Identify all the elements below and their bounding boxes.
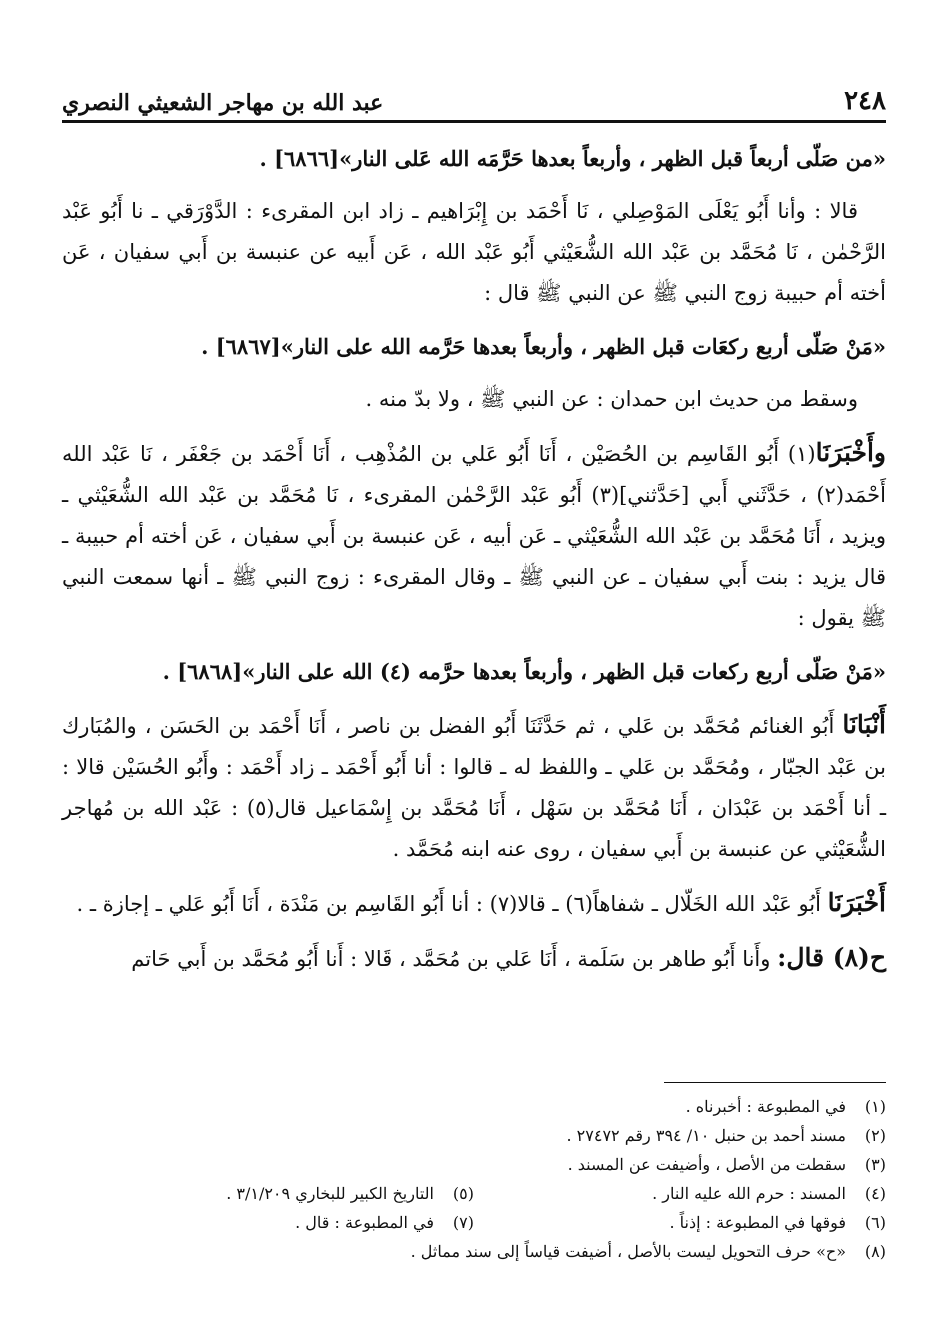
footnote: [62, 1121, 886, 1150]
isnad-paragraph: [62, 882, 886, 925]
footnote-text: مسند أحمد بن حنبل ١٠/ ٣٩٤ رقم ٢٧٤٧٢ .: [566, 1126, 846, 1145]
footnote-number: (٢): [864, 1126, 886, 1145]
hadith-text: [62, 326, 886, 367]
footnote-text: سقطت من الأصل ، وأضيفت عن المسند .: [567, 1155, 846, 1174]
footnote: [62, 1150, 886, 1179]
paragraph-text: وسقط من حديث ابن حمدان : عن النبي ﷺ ، ولا بدّ منه .: [365, 387, 858, 411]
footnote-text: في المطبوعة : قال .: [295, 1213, 434, 1232]
footnotes: [62, 1092, 886, 1266]
paragraph-lead: وأَخْبَرَنَا: [815, 438, 886, 467]
isnad-paragraph: [62, 191, 886, 314]
paragraph-text: «من صَلّى أربعاً قبل الظهر ، وأربعاً بعدها حَرَّمَه الله عَلى النار»[٦٨٦٦] .: [259, 146, 886, 171]
footnote: [62, 1092, 886, 1121]
footnote-number: (٨): [864, 1242, 886, 1261]
footnote-text: المسند : حرم الله عليه النار .: [652, 1184, 846, 1203]
paragraph-lead: أَخْبَرَنَا: [827, 888, 886, 917]
footnote-number: (٥): [452, 1184, 474, 1203]
page-header: [62, 72, 886, 123]
footnote: [62, 1208, 474, 1237]
footnote-number: (٤): [864, 1184, 886, 1203]
paragraph-text: وأَنا أَبُو طاهر بن سَلَمة ، أَنَا عَلي بن مُحَمَّد ، قَالا : أَنا أَبُو مُحَمَّد بن أَبي حَاتم: [131, 947, 778, 971]
footnote-divider: [664, 1082, 886, 1083]
footnote-text: في المطبوعة : أخبرناه .: [685, 1097, 846, 1116]
footnote-number: (٧): [452, 1213, 474, 1232]
running-title: عبد الله بن مهاجر الشعيثي النصري: [62, 90, 384, 116]
footnote: [62, 1237, 886, 1266]
footnote: [474, 1179, 886, 1208]
paragraph-text: (١) أَبُو القَاسِم بن الحُصَيْن ، أَنَا أَبُو عَلي بن المُذْهِب ، أَنَا أَحْمَد بن جَعْفَر ، نَا عَبْد الله أَحْمَد(٢) ، حَدَّثَني أَبي [حَدَّثني](٣) أَبُو عَبْد الرَّحْمٰن المقرىء ، نَا مُحَمَّد بن عَبْد الله الشُّعَيْثي ـ ويزيد ، أَنَا مُحَمَّد بن عَبْد الله الشُّعَيْثي ـ عَن أبيه ، عَن عنبسة بن أَبي سفيان ، عَن أخته أم حبيبة ـ قال يزيد : بنت أَبي سفيان ـ عن النبي ﷺ ـ وقال المقرىء : زوج النبي ﷺ ـ أنها سمعت النبي ﷺ يقول :: [62, 442, 886, 630]
page-number: ٢٤٨: [844, 86, 886, 116]
isnad-paragraph: [62, 432, 886, 639]
isnad-paragraph: [62, 937, 886, 980]
paragraph-text: أَبُو الغنائم مُحَمَّد بن عَلي ، ثم حَدَّثَنَا أَبُو الفضل بن ناصر ، أَنَا أَحْمَد بن الحَسَن ، والمُبَارك بن عَبْد الجبّار ، ومُحَمَّد بن عَلي ـ واللفظ له ـ قالوا : أنا أَبُو أَحْمَد ـ زاد أَحْمَد : وأَبُو الحُسَيْن قالا : ـ أنا أَحْمَد بن عَبْدَان ، أَنَا مُحَمَّد بن سَهْل ، أَنَا مُحَمَّد بن إِسْمَاعيل قال(٥) : عَبْد الله بن مُهاجر الشُّعَيْثي عن عنبسة بن أَبي سفيان ، روى عنه ابنه مُحَمَّد .: [62, 714, 886, 861]
paragraph-text: «مَنْ صَلّى أربع ركعَات قبل الظهر ، وأربعاً بعدها حَرَّمه الله على النار»[٦٨٦٧] .: [201, 334, 886, 359]
main-text: [62, 138, 886, 992]
paragraph-lead: أَنْبَانَا: [842, 710, 886, 739]
footnote-number: (١): [864, 1097, 886, 1116]
hadith-text: [62, 651, 886, 692]
footnote-number: (٣): [864, 1155, 886, 1174]
note-paragraph: [62, 379, 886, 420]
footnote-text: فوقها في المطبوعة : إذناً .: [669, 1213, 846, 1232]
paragraph-text: أَبُو عَبْد الله الخَلّال ـ شفاهاً(٦) ـ قالا(٧) : أنا أَبُو القَاسِم بن مَنْدَة ، أَنَا أَبُو عَلي ـ إجازة ـ .: [76, 892, 828, 916]
footnote: [62, 1179, 474, 1208]
paragraph-text: قالا : وأنا أَبُو يَعْلَى المَوْصِلي ، نَا أَحْمَد بن إِبْرَاهيم ـ زاد ابن المقرىء : الدَّوْرَقي ـ نا أَبُو عَبْد الرَّحْمٰن ، نَا مُحَمَّد بن عَبْد الله الشُّعَيْثي أَبُو عَبْد الله ، عَن أَبيه عن عنبسة بن أَبي سفيان ، عَن أخته أم حبيبة زوج النبي ﷺ عن النبي ﷺ قال :: [62, 199, 886, 305]
footnote: [474, 1208, 886, 1237]
paragraph-lead: ح(٨) قال:: [777, 943, 886, 972]
footnote-text: التاريخ الكبير للبخاري ٣/١/٢٠٩ .: [226, 1184, 434, 1203]
paragraph-text: «مَنْ صَلّى أربع ركعات قبل الظهر ، وأربعاً بعدها حرَّمه (٤) الله على النار»[٦٨٦٨] .: [162, 659, 886, 684]
isnad-paragraph: [62, 704, 886, 870]
footnote-text: «ح» حرف التحويل ليست بالأصل ، أضيفت قياساً إلى سند مماثل .: [410, 1242, 846, 1261]
hadith-text: [62, 138, 886, 179]
footnote-number: (٦): [864, 1213, 886, 1232]
